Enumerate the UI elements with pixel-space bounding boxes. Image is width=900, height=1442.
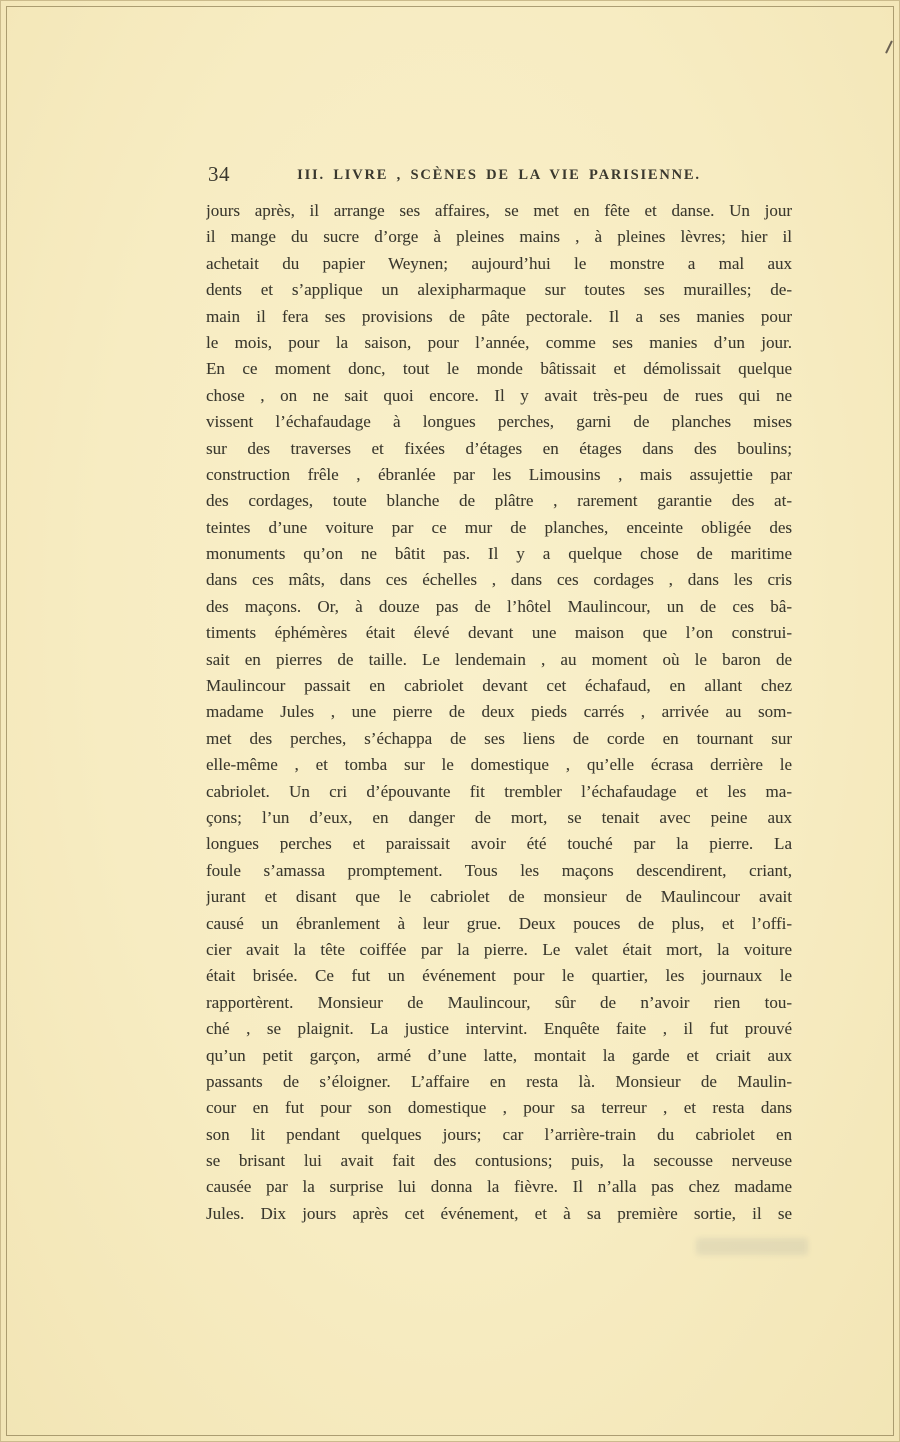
- text-line: longues perches et paraissait avoir été touché par la pierre. La: [206, 834, 792, 854]
- text-line: sur des traverses et fixées d’étages en étages dans des boulins;: [206, 438, 792, 458]
- text-line: dents et s’applique un alexipharmaque sur toutes ses murailles; de-: [206, 280, 792, 300]
- text-line: des cordages, toute blanche de plâtre , rarement garantie des at-: [206, 491, 792, 511]
- text-line: vissent l’échafaudage à longues perches, garni de planches mises: [206, 412, 792, 432]
- text-line: dans ces mâts, dans ces échelles , dans ces cordages , dans les cris: [206, 570, 792, 590]
- text-line: elle-même , et tomba sur le domestique , qu’elle écrasa derrière le: [206, 755, 792, 775]
- text-line: teintes d’une voiture par ce mur de planches, enceinte obligée des: [206, 517, 792, 537]
- text-line: rapportèrent. Monsieur de Maulincour, sûr de n’avoir rien tou-: [206, 992, 792, 1012]
- text-line: met des perches, s’échappa de ses liens de corde en tournant sur: [206, 728, 792, 748]
- show-through-smudge: [696, 1238, 808, 1255]
- text-line: ché , se plaignit. La justice intervint. Enquête faite , il fut prouvé: [206, 1019, 792, 1039]
- text-line: jours après, il arrange ses affaires, se met en fête et danse. Un jour: [206, 201, 792, 220]
- text-line: le mois, pour la saison, pour l’année, comme ses manies d’un jour.: [206, 332, 792, 352]
- text-line: il mange du sucre d’orge à pleines mains , à pleines lèvres; hier il: [206, 227, 792, 247]
- text-line: chose , on ne sait quoi encore. Il y avait très-peu de rues qui ne: [206, 385, 792, 405]
- page-content: [206, 162, 792, 1227]
- page-text: [206, 198, 792, 1227]
- text-line: monuments qu’on ne bâtit pas. Il y a quelque chose de maritime: [206, 544, 792, 564]
- text-line: son lit pendant quelques jours; car l’arrière-train du cabriolet en: [206, 1124, 792, 1144]
- text-line: achetait du papier Weynen; aujourd’hui le monstre a mal aux: [206, 253, 792, 273]
- text-line: main il fera ses provisions de pâte pectorale. Il a ses manies pour: [206, 306, 792, 326]
- text-line: construction frêle , ébranlée par les Limousins , mais assujettie par: [206, 464, 792, 484]
- text-line: était brisée. Ce fut un événement pour le quartier, les journaux le: [206, 966, 792, 986]
- text-line: çons; l’un d’eux, en danger de mort, se tenait avec peine aux: [206, 807, 792, 827]
- corner-pen-mark: [885, 40, 893, 53]
- text-line: cier avait la tête coiffée par la pierre. Le valet était mort, la voiture: [206, 939, 792, 959]
- text-line: En ce moment donc, tout le monde bâtissait et démolissait quelque: [206, 359, 792, 379]
- text-line: causée par la surprise lui donna la fièvre. Il n’alla pas chez madame: [206, 1177, 792, 1197]
- text-line: cabriolet. Un cri d’épouvante fit trembler l’échafaudage et les ma-: [206, 781, 792, 801]
- text-line: Jules. Dix jours après cet événement, et à sa première sortie, il se: [206, 1203, 792, 1223]
- text-line: madame Jules , une pierre de deux pieds carrés , arrivée au som-: [206, 702, 792, 722]
- text-line: passants de s’éloigner. L’affaire en resta là. Monsieur de Maulin-: [206, 1071, 792, 1091]
- text-line: sait en pierres de taille. Le lendemain , au moment où le baron de: [206, 649, 792, 669]
- text-line: Maulincour passait en cabriolet devant cet échafaud, en allant chez: [206, 676, 792, 696]
- text-line: timents éphémères était élevé devant une maison que l’on construi-: [206, 623, 792, 643]
- text-line: cour en fut pour son domestique , pour sa terreur , et resta dans: [206, 1098, 792, 1118]
- text-line: se brisant lui avait fait des contusions; puis, la secousse nerveuse: [206, 1151, 792, 1171]
- running-header: III. LIVRE , SCÈNES DE LA VIE PARISIENNE.: [297, 167, 701, 183]
- page-number: 34: [208, 162, 230, 186]
- text-line: qu’un petit garçon, armé d’une latte, montait la garde et criait aux: [206, 1045, 792, 1065]
- text-line: causé un ébranlement à leur grue. Deux pouces de plus, et l’offi-: [206, 913, 792, 933]
- page-header: [206, 162, 792, 189]
- text-line: des maçons. Or, à douze pas de l’hôtel Maulincour, un de ces bâ-: [206, 596, 792, 616]
- text-line: foule s’amassa promptement. Tous les maçons descendirent, criant,: [206, 860, 792, 880]
- text-line: jurant et disant que le cabriolet de monsieur de Maulincour avait: [206, 887, 792, 907]
